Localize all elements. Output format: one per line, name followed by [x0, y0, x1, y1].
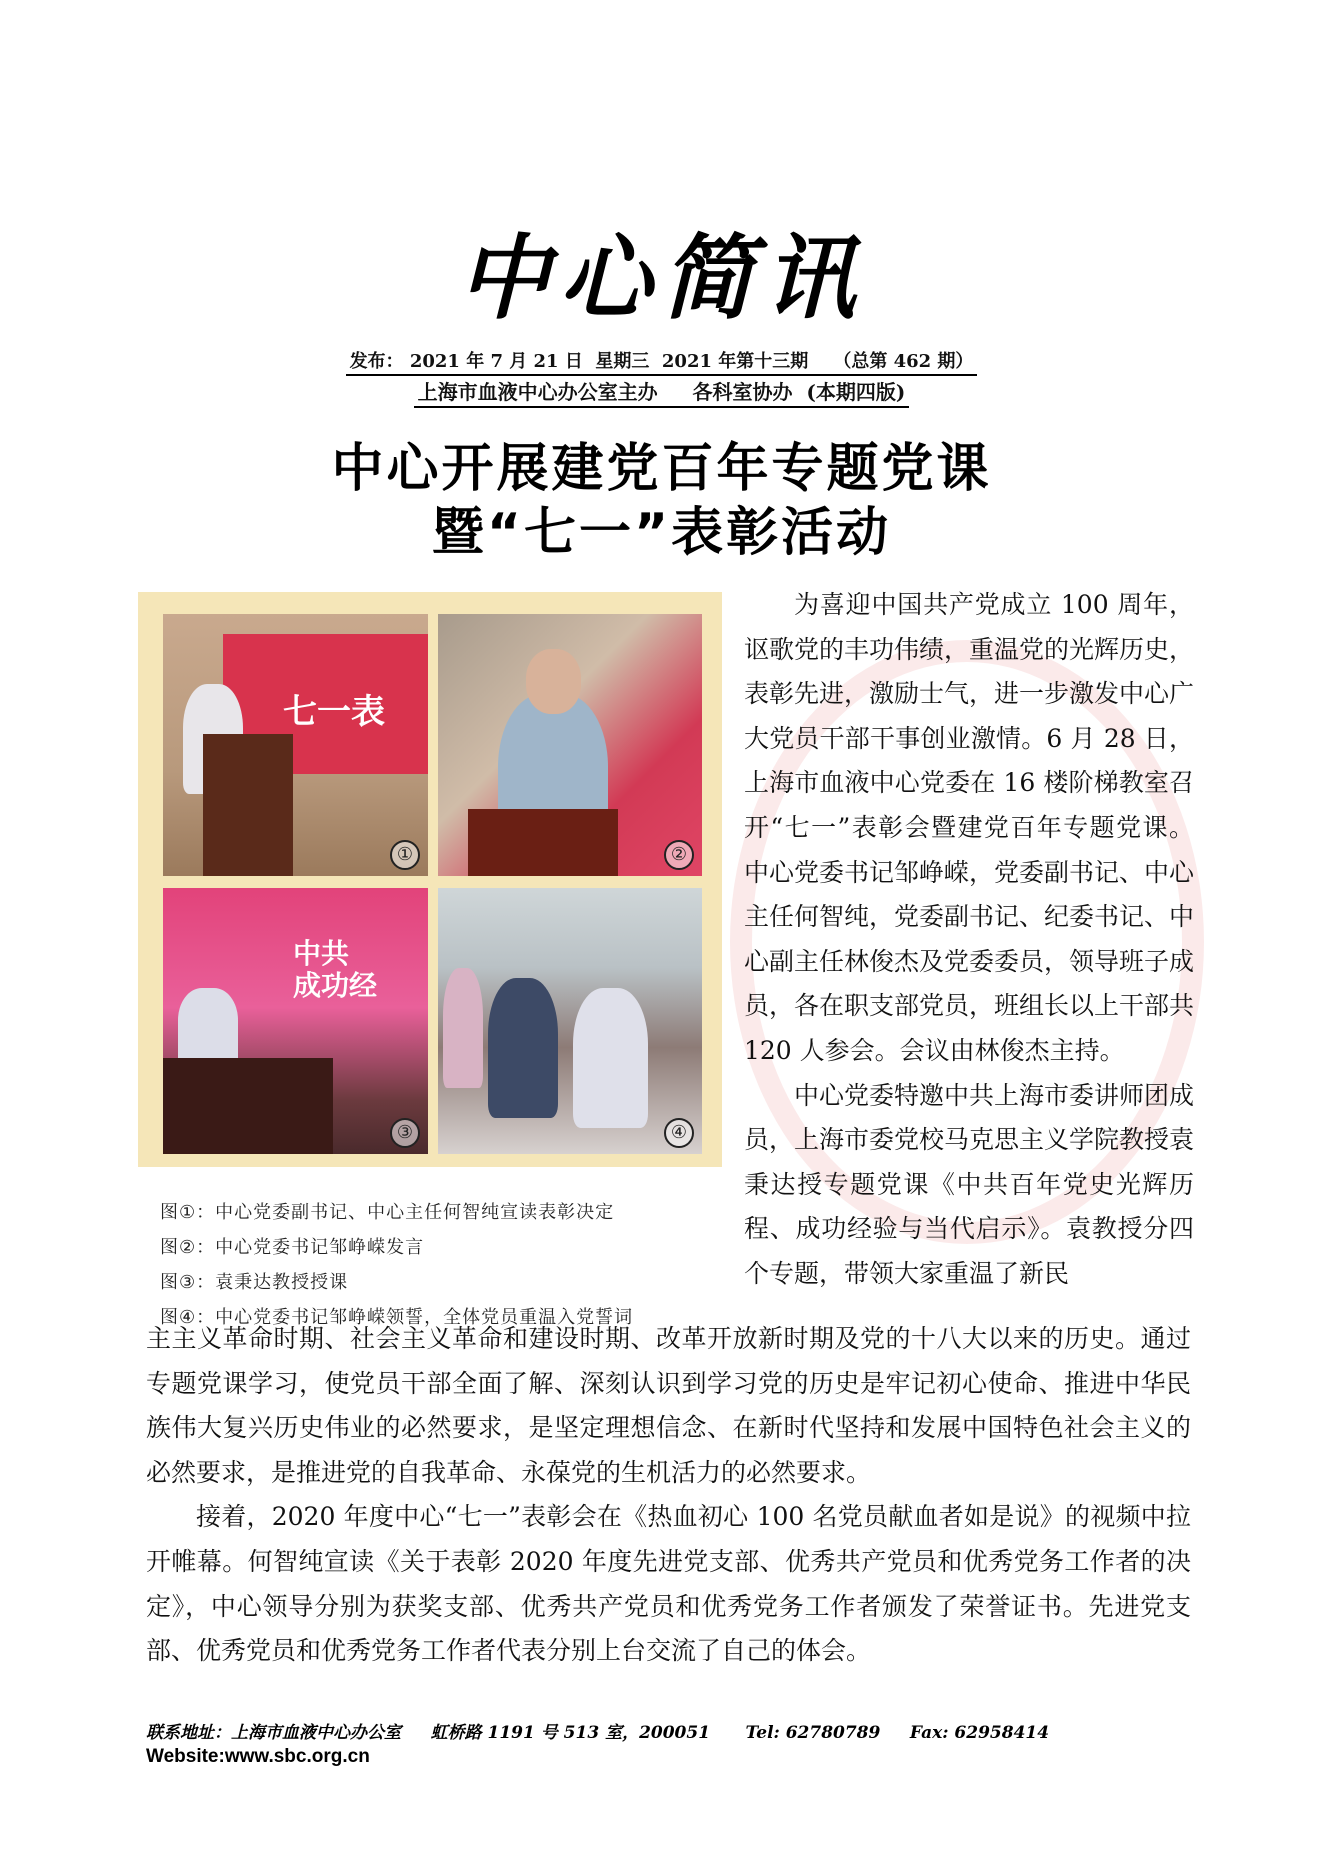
photo-number-2: ② [664, 840, 694, 870]
footer-website: Website:www.sbc.org.cn [146, 1746, 370, 1767]
photo-caption-2: 图②：中心党委书记邹峥嵘发言 [160, 1237, 425, 1258]
podium [203, 734, 293, 876]
issue-info [0, 347, 1323, 373]
headline-line-1: 中心开展建党百年专题党课 [331, 439, 992, 499]
photo-4 [438, 888, 702, 1154]
photo-number-3: ③ [390, 1118, 420, 1148]
lecturer-figure [178, 988, 238, 1068]
photo-number-4: ④ [664, 1118, 694, 1148]
speaker-head [526, 649, 581, 714]
photo-1 [163, 614, 428, 876]
banner-text: 七一表 [283, 692, 385, 732]
podium [468, 809, 618, 876]
audience-figure [573, 988, 648, 1128]
photo-caption-4: 图④：中心党委书记邹峥嵘领誓，全体党员重温入党誓词 [160, 1307, 634, 1328]
banner-text: 中共 成功经 [293, 937, 378, 1002]
audience-figure [488, 978, 558, 1118]
photo-caption-1: 图①：中心党委副书记、中心主任何智纯宣读表彰决定 [160, 1202, 615, 1223]
photo-2 [438, 614, 702, 876]
masthead-title: 中心简讯 [457, 224, 866, 332]
article-paragraph-2-cont: 主主义革命时期、社会主义革命和建设时期、改革开放新时期及党的十八大以来的历史。通过专题党课学习，使党员干部全面了解、深刻认识到学习党的历史是牢记初心使命、推进中华民族伟大复兴历史伟业的必然要求，是坚定理想信念、在新时代坚持和发展中国特色社会主义的必然要求，是推进党的自我革命、永葆党的生机活力的必然要求。 [146, 1324, 1191, 1487]
photo-number-1: ① [390, 840, 420, 870]
headline-line-2: 暨“七一”表彰活动 [431, 503, 892, 563]
article-paragraph-2-start: 中心党委特邀中共上海市委讲师团成员，上海市委党校马克思主义学院教授袁秉达授专题党课《中共百年党史光辉历程、成功经验与当代启示》。袁教授分四个专题，带领大家重温了新民 [744, 1080, 1195, 1288]
publisher-info-line: 上海市血液中心办公室主办 各科室协办 (本期四版) [414, 380, 910, 408]
publisher-info [0, 376, 1323, 405]
issue-info-line: 发布： 2021 年 7 月 21 日 星期三 2021 年第十三期 （总第 462 期） [346, 351, 978, 376]
article-full-width [146, 1317, 1191, 1674]
article-paragraph-1: 为喜迎中国共产党成立 100 周年，讴歌党的丰功伟绩，重温党的光辉历史，表彰先进，激励士气，进一步激发中心广大党员干部干事创业激情。6 月 28 日，上海市血液中心党委在 16 楼阶梯教室召开“七一”表彰会暨建党百年专题党课。中心党委书记邹峥嵘，党委副书记、中心主任何智纯，党委副书记、纪委书记、中心副主任林俊杰及党委委员，领导班子成员，各在职支部党员，班组长以上干部共 120 人参会。会议由林俊杰主持。 [744, 590, 1195, 1065]
article-right-column [744, 583, 1194, 1297]
footer-contact: 联系地址：上海市血液中心办公室 虹桥路 1191 号 513 室，200051 Tel: 62780789 Fax: 62958414 [146, 1723, 1050, 1743]
photo-caption-3: 图③：袁秉达教授授课 [160, 1272, 349, 1293]
photo-3 [163, 888, 428, 1154]
audience-figure [443, 968, 483, 1088]
lecture-desk [163, 1058, 333, 1154]
article-paragraph-3: 接着，2020 年度中心“七一”表彰会在《热血初心 100 名党员献血者如是说》的视频中拉开帷幕。何智纯宣读《关于表彰 2020 年度先进党支部、优秀共产党员和优秀党务工作者的决定》，中心领导分别为获奖支部、优秀共产党员和优秀党务工作者颁发了荣誉证书。先进党支部、优秀党员和优秀党务工作者代表分别上台交流了自己的体会。 [146, 1502, 1191, 1666]
